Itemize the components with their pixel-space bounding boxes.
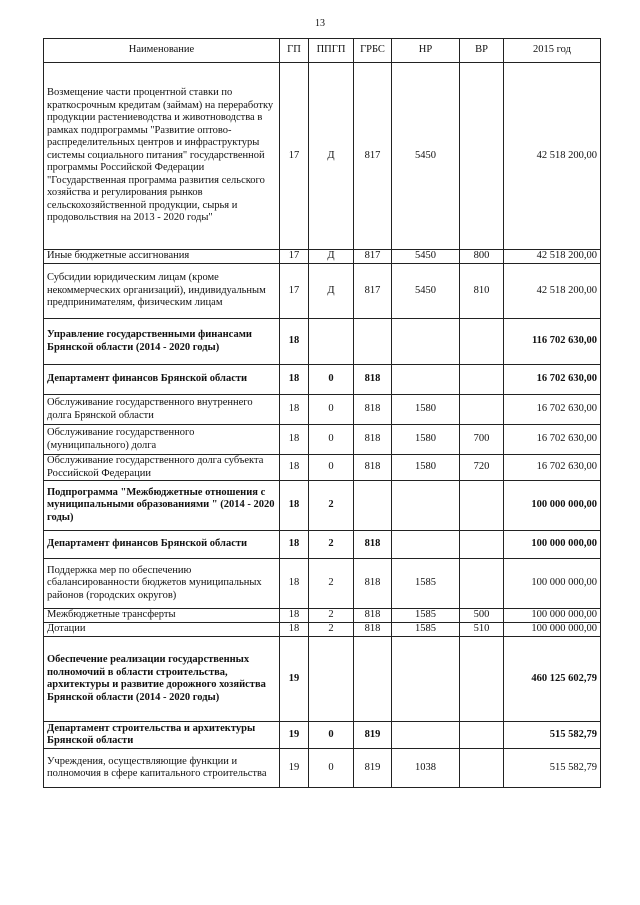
header-ppgp: ППГП: [309, 39, 354, 63]
header-row: [44, 39, 601, 63]
row-amount: 100 000 000,00: [504, 623, 601, 637]
row-grbs: [354, 481, 392, 531]
row-ppgp: 0: [309, 425, 354, 455]
row-gp: 18: [280, 425, 309, 455]
row-gp: 18: [280, 609, 309, 623]
row-amount: 16 702 630,00: [504, 395, 601, 425]
table-row: [44, 63, 601, 250]
row-gp: 18: [280, 531, 309, 559]
row-vr: 500: [460, 609, 504, 623]
row-amount: 42 518 200,00: [504, 264, 601, 319]
header-amount: 2015 год: [504, 39, 601, 63]
row-vr: [460, 481, 504, 531]
table-row: [44, 609, 601, 623]
row-name: Субсидии юридическим лицам (кроме некоммерческих организаций), индивидуальным предпринимателям, физическим лицам: [44, 264, 280, 319]
row-gp: 19: [280, 749, 309, 788]
row-amount: 100 000 000,00: [504, 609, 601, 623]
row-ppgp: 0: [309, 455, 354, 481]
row-nr: [392, 319, 460, 365]
header-vr: ВР: [460, 39, 504, 63]
row-vr: 510: [460, 623, 504, 637]
table-row: [44, 425, 601, 455]
row-amount: 16 702 630,00: [504, 365, 601, 395]
row-gp: 19: [280, 722, 309, 749]
row-ppgp: 2: [309, 559, 354, 609]
row-ppgp: [309, 319, 354, 365]
row-name: Дотации: [44, 623, 280, 637]
row-grbs: 818: [354, 365, 392, 395]
row-nr: 5450: [392, 264, 460, 319]
table-row: [44, 749, 601, 788]
row-grbs: [354, 319, 392, 365]
row-grbs: 818: [354, 609, 392, 623]
row-gp: 18: [280, 319, 309, 365]
table-row: [44, 637, 601, 722]
row-vr: [460, 749, 504, 788]
header-grbs: ГРБС: [354, 39, 392, 63]
row-vr: 800: [460, 250, 504, 264]
row-name: Поддержка мер по обеспечению сбалансированности бюджетов муниципальных районов (городских округов): [44, 559, 280, 609]
row-vr: 810: [460, 264, 504, 319]
row-grbs: 819: [354, 722, 392, 749]
row-vr: [460, 365, 504, 395]
row-vr: [460, 559, 504, 609]
header-name: Наименование: [44, 39, 280, 63]
row-vr: [460, 531, 504, 559]
row-amount: 515 582,79: [504, 722, 601, 749]
row-nr: 1585: [392, 623, 460, 637]
row-nr: [392, 722, 460, 749]
row-name: Управление государственными финансами Брянской области (2014 - 2020 годы): [44, 319, 280, 365]
page-number: 13: [315, 18, 325, 29]
row-gp: 18: [280, 455, 309, 481]
row-grbs: 818: [354, 531, 392, 559]
row-nr: 5450: [392, 250, 460, 264]
row-grbs: [354, 637, 392, 722]
row-grbs: 819: [354, 749, 392, 788]
row-ppgp: 2: [309, 623, 354, 637]
row-grbs: 817: [354, 264, 392, 319]
row-amount: 116 702 630,00: [504, 319, 601, 365]
row-name: Обслуживание государственного внутреннего долга Брянской области: [44, 395, 280, 425]
row-grbs: 818: [354, 559, 392, 609]
row-grbs: 817: [354, 63, 392, 250]
row-gp: 18: [280, 365, 309, 395]
row-nr: 1580: [392, 455, 460, 481]
row-name: Иные бюджетные ассигнования: [44, 250, 280, 264]
row-ppgp: 0: [309, 749, 354, 788]
row-nr: 1585: [392, 609, 460, 623]
row-nr: 5450: [392, 63, 460, 250]
row-ppgp: 2: [309, 531, 354, 559]
row-gp: 18: [280, 559, 309, 609]
row-grbs: 818: [354, 395, 392, 425]
row-nr: [392, 531, 460, 559]
row-ppgp: 0: [309, 365, 354, 395]
row-nr: [392, 481, 460, 531]
row-amount: 100 000 000,00: [504, 559, 601, 609]
row-grbs: 818: [354, 455, 392, 481]
row-name: Департамент финансов Брянской области: [44, 365, 280, 395]
table-row: [44, 365, 601, 395]
row-ppgp: 0: [309, 722, 354, 749]
row-nr: 1585: [392, 559, 460, 609]
row-vr: [460, 637, 504, 722]
row-grbs: 818: [354, 425, 392, 455]
row-gp: 18: [280, 623, 309, 637]
row-name: Департамент строительства и архитектуры Брянской области: [44, 722, 280, 749]
row-nr: 1580: [392, 425, 460, 455]
row-gp: 17: [280, 264, 309, 319]
row-amount: 100 000 000,00: [504, 531, 601, 559]
table-row: [44, 250, 601, 264]
row-ppgp: Д: [309, 250, 354, 264]
row-amount: 42 518 200,00: [504, 250, 601, 264]
row-nr: 1580: [392, 395, 460, 425]
row-amount: 42 518 200,00: [504, 63, 601, 250]
table-row: [44, 395, 601, 425]
row-name: Подпрограмма "Межбюджетные отношения с муниципальными образованиями " (2014 - 2020 годы): [44, 481, 280, 531]
row-nr: 1038: [392, 749, 460, 788]
row-ppgp: Д: [309, 63, 354, 250]
row-name: Обслуживание государственного (муниципального) долга: [44, 425, 280, 455]
row-name: Возмещение части процентной ставки по краткосрочным кредитам (займам) на переработку продукции растениеводства и животноводства в рамках подпрограммы "Развитие оптово-распределительных центров и инфраструктуры системы социального питания" государственной программы Российской Федерации "Государственная программа развития сельского хозяйства и регулирования рынков сельскохозяйственной продукции, сырья и продовольствия на 2013 - 2020 годы": [44, 63, 280, 250]
row-amount: 16 702 630,00: [504, 455, 601, 481]
row-name: Межбюджетные трансферты: [44, 609, 280, 623]
row-gp: 17: [280, 250, 309, 264]
row-gp: 18: [280, 395, 309, 425]
table-row: [44, 559, 601, 609]
table-row: [44, 531, 601, 559]
table-row: [44, 722, 601, 749]
row-amount: 100 000 000,00: [504, 481, 601, 531]
row-vr: 700: [460, 425, 504, 455]
row-amount: 515 582,79: [504, 749, 601, 788]
table-row: [44, 455, 601, 481]
row-nr: [392, 365, 460, 395]
row-name: Обеспечение реализации государственных полномочий в области строительства, архитектуры и развитие дорожного хозяйства Брянской области (2014 - 2020 годы): [44, 637, 280, 722]
row-ppgp: [309, 637, 354, 722]
table-row: [44, 481, 601, 531]
row-nr: [392, 637, 460, 722]
row-name: Департамент финансов Брянской области: [44, 531, 280, 559]
row-name: Учреждения, осуществляющие функции и полномочия в сфере капитального строительства: [44, 749, 280, 788]
row-ppgp: Д: [309, 264, 354, 319]
row-gp: 17: [280, 63, 309, 250]
row-ppgp: 0: [309, 395, 354, 425]
row-ppgp: 2: [309, 609, 354, 623]
table-row: [44, 264, 601, 319]
row-vr: [460, 319, 504, 365]
row-vr: [460, 395, 504, 425]
table-row: [44, 319, 601, 365]
header-nr: НР: [392, 39, 460, 63]
row-grbs: 817: [354, 250, 392, 264]
row-amount: 460 125 602,79: [504, 637, 601, 722]
row-amount: 16 702 630,00: [504, 425, 601, 455]
row-ppgp: 2: [309, 481, 354, 531]
row-vr: [460, 722, 504, 749]
row-vr: [460, 63, 504, 250]
row-grbs: 818: [354, 623, 392, 637]
row-gp: 18: [280, 481, 309, 531]
budget-table: [43, 38, 601, 788]
row-gp: 19: [280, 637, 309, 722]
table-row: [44, 623, 601, 637]
row-vr: 720: [460, 455, 504, 481]
row-name: Обслуживание государственного долга субъекта Российской Федерации: [44, 455, 280, 481]
header-gp: ГП: [280, 39, 309, 63]
